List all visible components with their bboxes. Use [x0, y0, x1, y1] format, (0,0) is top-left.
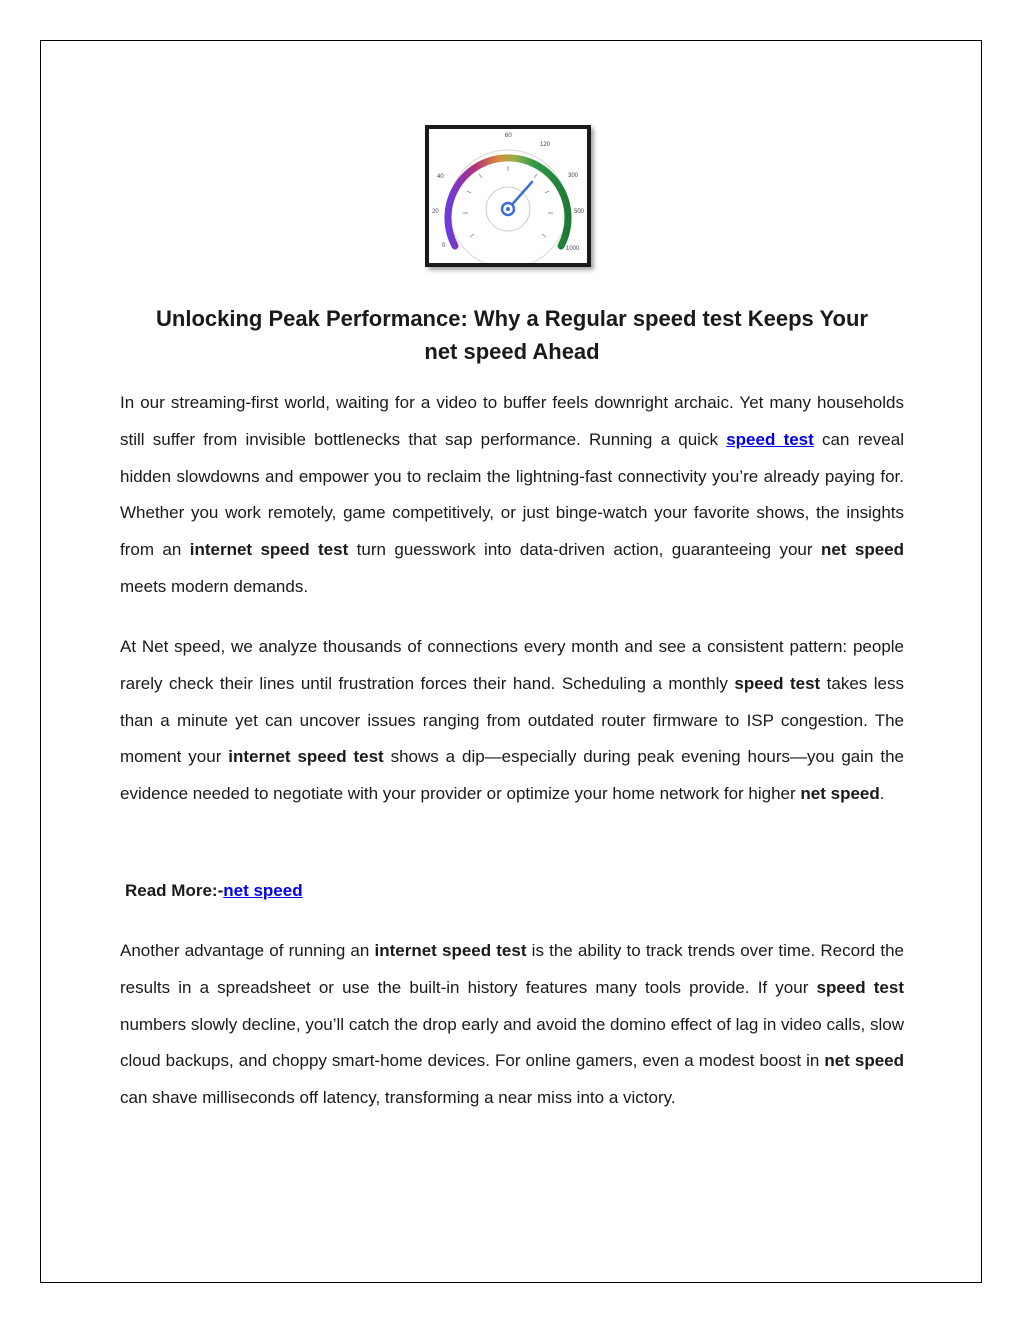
p3-text-4: can shave milliseconds off latency, transforming a near miss into a victory.: [120, 1088, 676, 1108]
p1-bold-internet-speed-test: internet speed test: [189, 540, 349, 560]
read-more: [125, 876, 303, 906]
p2-bold-net-speed: net speed: [800, 784, 880, 804]
gauge-label-60: 60: [505, 133, 512, 139]
p2-text-2: takes less than a minute yet can uncover issues ranging from outdated router firmware to ISP congestion. The moment your: [120, 673, 905, 767]
page-title: [120, 302, 904, 368]
read-more-label: Read More:-: [125, 881, 224, 900]
gauge-label-120: 120: [540, 142, 551, 148]
title-line-1: Unlocking Peak Performance: Why a Regular speed test Keeps Your: [156, 306, 868, 331]
p2-bold-internet-speed-test: internet speed test: [228, 747, 384, 767]
paragraph-2: [120, 629, 904, 813]
p2-text-1: At Net speed, we analyze thousands of connections every month and see a consistent pattern: people rarely check their lines until frustration forces their hand. Scheduling a monthly: [120, 637, 904, 693]
p1-text-3: turn guesswork into data-driven action, guaranteeing your: [348, 540, 821, 560]
title-line-2: net speed Ahead: [424, 339, 600, 364]
p3-bold-net-speed: net speed: [824, 1051, 904, 1071]
net-speed-link[interactable]: net speed: [223, 881, 303, 900]
p1-text-4: meets modern demands.: [120, 576, 309, 596]
gauge-label-0: 0: [442, 243, 446, 249]
gauge-label-500: 500: [574, 209, 585, 215]
p3-text-3: numbers slowly decline, you’ll catch the drop early and avoid the domino effect of lag in video calls, slow cloud backups, and choppy smart-home devices. For online gamers, even a modest boost in: [120, 1014, 904, 1071]
gauge-graphic: [429, 129, 587, 263]
p3-text-1: Another advantage of running an: [120, 941, 375, 960]
speedometer-gauge-icon: [425, 125, 591, 267]
p3-bold-internet-speed-test: internet speed test: [374, 941, 527, 960]
p3-text-2: is the ability to track trends over time. Record the results in a spreadsheet or use the built-in history features many tools provide. If your: [120, 941, 904, 997]
p1-text-2: can reveal hidden slowdowns and empower you to reclaim the lightning-fast connectivity you’re already paying for. Whether you work remotely, game competitively, or just binge-watch your favorite shows, the insights from an: [120, 429, 904, 560]
p2-text-4: .: [879, 784, 885, 804]
gauge-label-20: 20: [432, 209, 439, 215]
gauge-label-40: 40: [437, 174, 444, 180]
paragraph-1: [120, 385, 904, 606]
gauge-label-1000: 1000: [566, 246, 580, 252]
speed-test-link[interactable]: speed test: [726, 429, 814, 449]
paragraph-3: [120, 933, 904, 1117]
p2-bold-speed-test: speed test: [734, 673, 821, 693]
p1-text-1: In our streaming-first world, waiting for a video to buffer feels downright archaic. Yet many households still suffer from invisible bottlenecks that sap performance. Running a quick: [120, 393, 904, 449]
gauge-label-300: 300: [568, 173, 579, 179]
p3-bold-speed-test: speed test: [816, 977, 904, 997]
p1-bold-net-speed: net speed: [820, 540, 904, 560]
p2-text-3: shows a dip—especially during peak evening hours—you gain the evidence needed to negotiate with your provider or optimize your home network for higher: [120, 747, 904, 804]
